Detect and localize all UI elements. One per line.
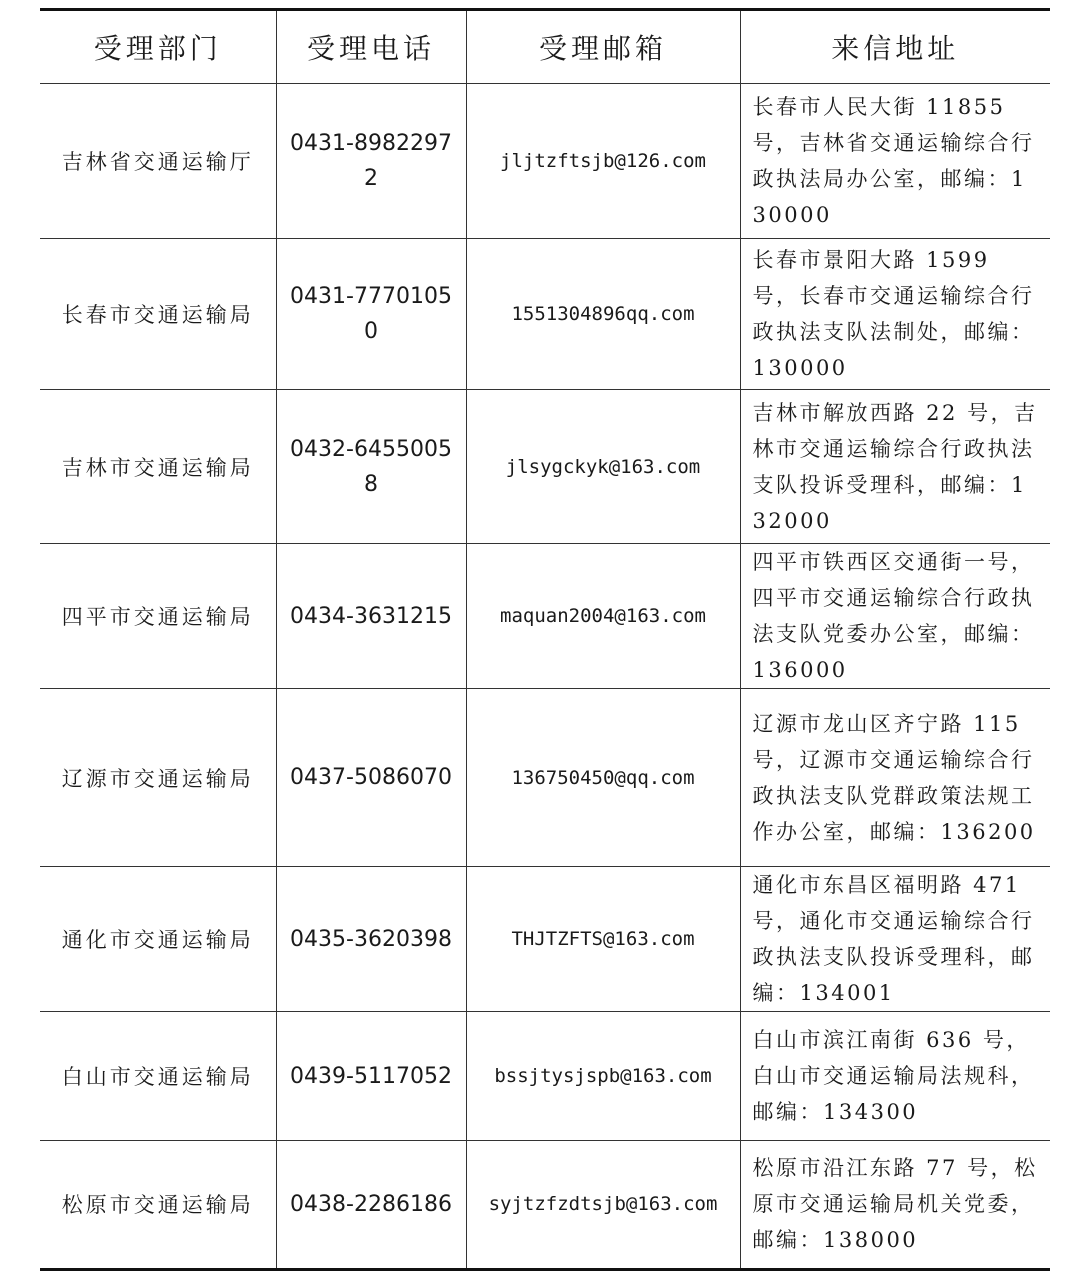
dept-cell: 松原市交通运输局 (40, 1141, 276, 1268)
phone-cell: 0438-2286186 (276, 1141, 466, 1268)
table-row (40, 1012, 1050, 1141)
email-cell: bssjtysjspb@163.com (466, 1012, 740, 1141)
complaint-contact-table-sheet (40, 8, 1050, 1271)
address-cell: 松原市沿江东路 77 号，松原市交通运输局机关党委，邮编：138000 (752, 1156, 1038, 1253)
header-email: 受理邮箱 (466, 11, 740, 84)
dept-cell: 吉林省交通运输厅 (40, 84, 276, 239)
dept-cell: 吉林市交通运输局 (40, 390, 276, 544)
address-cell: 白山市滨江南街 636 号，白山市交通运输局法规科，邮编：134300 (740, 1012, 1050, 1141)
email-cell: 136750450@qq.com (466, 689, 740, 867)
table-bottom-rule (40, 1268, 1050, 1271)
table-row (40, 1141, 1050, 1268)
address-cell: 长春市人民大街 11855 号，吉林省交通运输综合行政执法局办公室，邮编：130000 (740, 84, 1050, 239)
address-cell: 辽源市龙山区齐宁路 115 号，辽源市交通运输综合行政执法支队党群政策法规工作办公室，邮编：136200 (740, 689, 1050, 867)
dept-cell: 通化市交通运输局 (40, 867, 276, 1012)
table-row (40, 390, 1050, 544)
address-cell: 通化市东昌区福明路 471 号，通化市交通运输综合行政执法支队投诉受理科，邮编：134001 (740, 867, 1050, 1012)
email-cell: syjtzfzdtsjb@163.com (466, 1141, 740, 1268)
table-row (40, 239, 1050, 390)
phone-cell: 0437-5086070 (276, 689, 466, 867)
dept-cell: 辽源市交通运输局 (40, 689, 276, 867)
table-row (40, 689, 1050, 867)
email-cell: jljtzftsjb@126.com (466, 84, 740, 239)
address-cell: 四平市铁西区交通街一号，四平市交通运输综合行政执法支队党委办公室，邮编：136000 (740, 544, 1050, 689)
table-row (40, 867, 1050, 1012)
dept-cell: 四平市交通运输局 (40, 544, 276, 689)
email-cell: jlsygckyk@163.com (466, 390, 740, 544)
phone-cell: 0439-5117052 (276, 1012, 466, 1141)
table-header-row (40, 11, 1050, 84)
phone-cell: 0432-64550058 (276, 390, 466, 544)
complaint-contact-table (40, 11, 1050, 1268)
phone-cell: 0435-3620398 (276, 867, 466, 1012)
phone-cell: 0434-3631215 (276, 544, 466, 689)
email-cell: THJTZFTS@163.com (466, 867, 740, 1012)
header-dept: 受理部门 (40, 11, 276, 84)
dept-cell: 长春市交通运输局 (40, 239, 276, 390)
header-address: 来信地址 (740, 11, 1050, 84)
header-phone: 受理电话 (276, 11, 466, 84)
table-row (40, 84, 1050, 239)
address-cell: 吉林市解放西路 22 号，吉林市交通运输综合行政执法支队投诉受理科，邮编：132000 (740, 390, 1050, 544)
phone-cell: 0431-89822972 (276, 84, 466, 239)
table-row (40, 544, 1050, 689)
email-cell: 1551304896qq.com (466, 239, 740, 390)
dept-cell: 白山市交通运输局 (40, 1012, 276, 1141)
email-cell: maquan2004@163.com (466, 544, 740, 689)
phone-cell: 0431-77701050 (276, 239, 466, 390)
address-cell: 长春市景阳大路 1599 号，长春市交通运输综合行政执法支队法制处，邮编：130000 (740, 239, 1050, 390)
